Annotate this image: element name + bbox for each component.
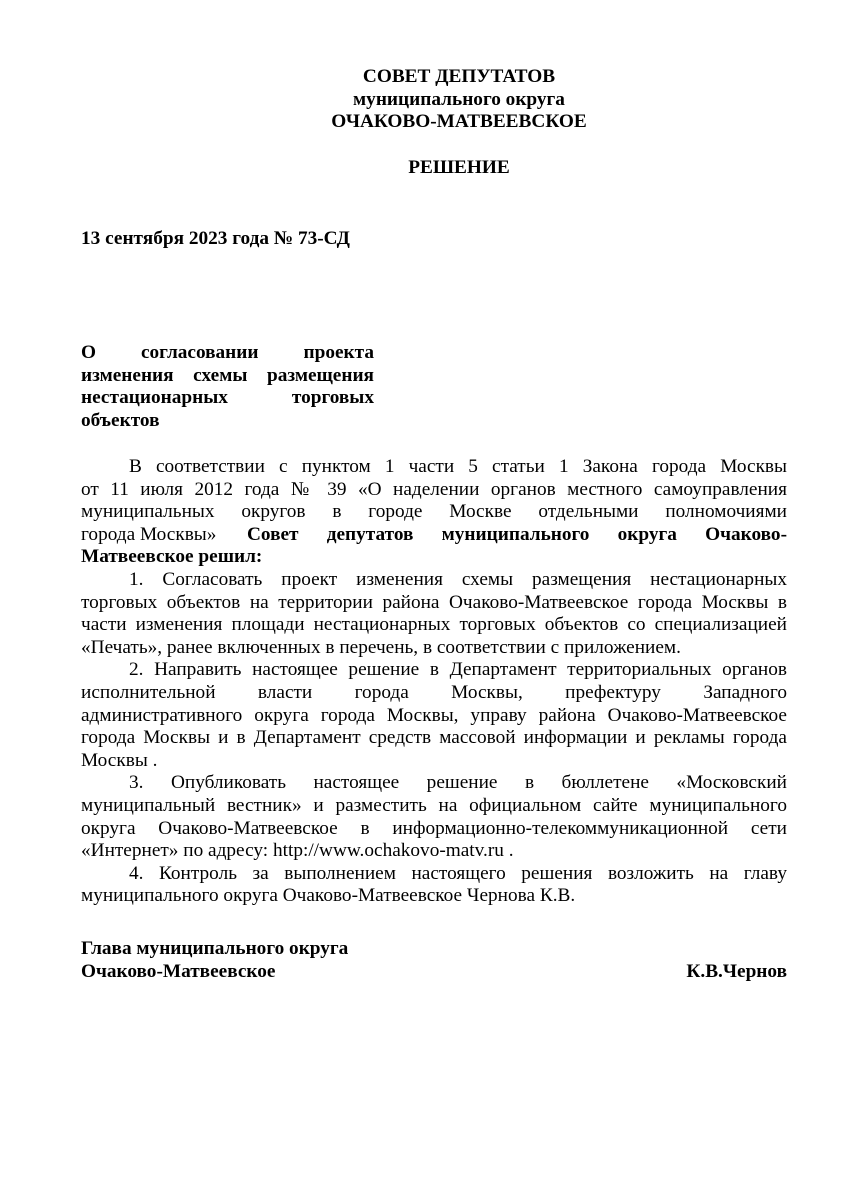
decision-body [81,456,787,908]
district-name: ОЧАКОВО-МАТВЕЕВСКОЕ [331,111,587,132]
council-title: СОВЕТ ДЕПУТАТОВ [362,66,556,87]
body-line: 1. Согласовать проект изменения схемы размещения нестационарных [129,568,787,590]
body-line: муниципальных округов в городе Москве отдельными полномочиями [81,501,787,523]
subject-line: нестационарных торговых [81,387,374,408]
body-line: «Интернет» по адресу: http://www.ochakovo-matv.ru . [81,840,514,862]
body-line: муниципальный вестник» и разместить на официальном сайте муниципального [81,794,787,816]
item-4 [81,863,787,908]
body-line: части изменения площади нестационарных торговых объектов со специализацией [81,614,787,636]
signatory-name: К.В.Чернов [686,961,787,982]
date-number: 13 сентября 2023 года № 73-СД [81,228,350,249]
body-line: 2. Направить настоящее решение в Департамент территориальных органов [129,659,787,681]
body-line: Москвы . [81,749,158,771]
subject-line: О согласовании проекта [81,342,374,363]
body-line [81,524,787,547]
decision-heading: РЕШЕНИЕ [408,157,510,178]
item-3 [81,772,787,862]
preamble [81,456,787,569]
body-line: торговых объектов на территории района Очаково-Матвеевское города Москвы в [81,591,787,613]
body-line: исполнительной власти города Москвы, префектуру Западного [81,681,787,703]
body-line: Матвеевское решил: [81,546,263,568]
item-2 [81,659,787,772]
district-subtitle: муниципального округа [353,89,565,110]
signatory-district: Очаково-Матвеевское [81,961,276,982]
body-line: В соответствии с пунктом 1 части 5 статьи 1 Закона города Москвы [129,456,787,477]
body-line: административного округа города Москвы, управу района Очаково-Матвеевское [81,704,787,726]
body-line: от 11 июля 2012 года № 39 «О наделении органов местного самоуправления [81,478,787,500]
signatory-title: Глава муниципального округа [81,938,349,959]
subject-line: объектов [81,409,160,431]
body-line: «Печать», ранее включенных в перечень, в соответствии с приложением. [81,636,681,658]
body-line: муниципального округа Очаково-Матвеевское Чернова К.В. [81,885,576,907]
body-line: города Москвы и в Департамент средств массовой информации и рекламы города [81,727,787,749]
body-line: округа Очаково-Матвеевское в информационно-телекоммуникационной сети [81,817,787,839]
decision-subject [81,342,374,432]
signature-block [81,937,787,983]
subject-line: изменения схемы размещения [81,364,374,386]
preamble-fragment: города Москвы» [81,523,217,545]
preamble-council-fragment: Совет депутатов муниципального округа Очаково- [247,523,787,545]
body-line: 3. Опубликовать настоящее решение в бюллетене «Московский [129,772,787,794]
item-1 [81,569,787,659]
body-line: 4. Контроль за выполнением настоящего решения возложить на главу [129,862,787,884]
